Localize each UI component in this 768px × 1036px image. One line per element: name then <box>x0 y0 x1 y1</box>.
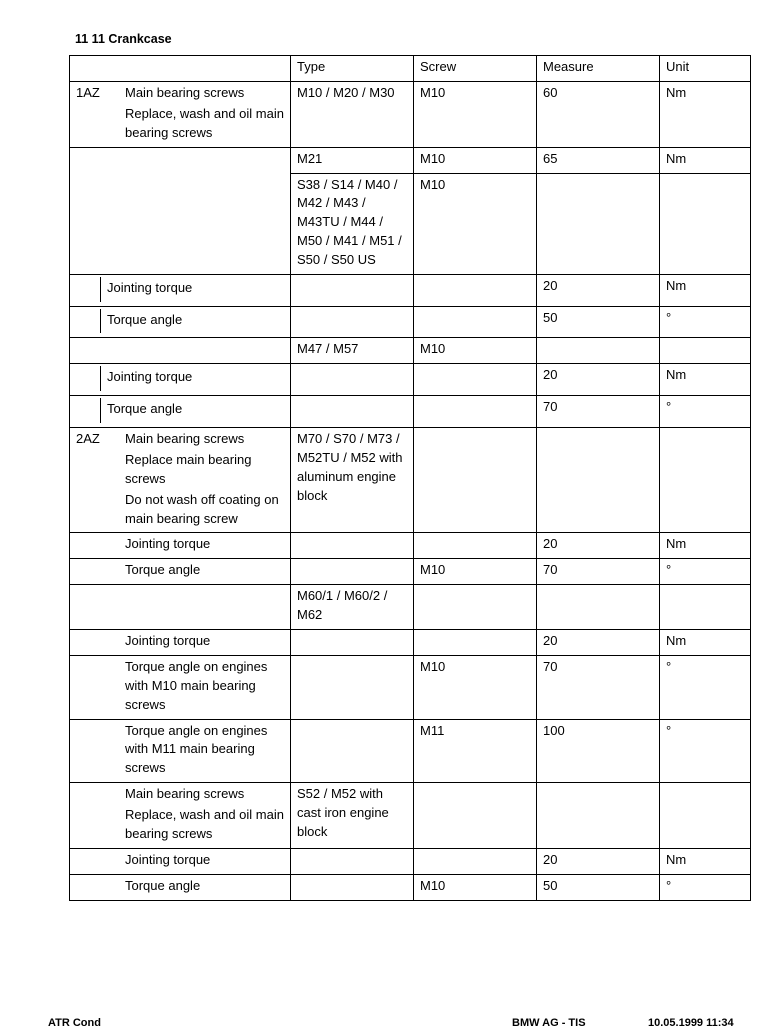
row-unit: ° <box>660 306 751 338</box>
row-unit: Nm <box>660 533 751 559</box>
footer-left: ATR Cond <box>48 1017 101 1029</box>
page-footer <box>0 1016 768 1036</box>
table-row <box>70 783 751 849</box>
row-screw <box>414 585 537 630</box>
row-desc <box>70 656 291 720</box>
row-measure: 70 <box>537 396 660 428</box>
row-desc <box>70 585 291 630</box>
row-type: M10 / M20 / M30 <box>291 82 414 148</box>
table-row <box>70 306 751 338</box>
desc-line: Main bearing screws <box>125 786 245 802</box>
row-type <box>291 848 414 874</box>
table-row <box>70 719 751 783</box>
row-type: M70 / S70 / M73 / M52TU / M52 with aluminum engine block <box>291 428 414 533</box>
desc-line: Torque angle on engines with M10 main bearing screws <box>125 659 268 712</box>
desc-line: Torque angle <box>125 562 201 578</box>
table-row <box>70 630 751 656</box>
table-row <box>70 338 751 364</box>
desc-line: Jointing torque <box>107 279 193 295</box>
table-row <box>70 585 751 630</box>
row-screw <box>414 630 537 656</box>
row-type <box>291 306 414 338</box>
row-measure: 60 <box>537 82 660 148</box>
row-unit: Nm <box>660 848 751 874</box>
row-unit: Nm <box>660 147 751 173</box>
desc-line: Replace, wash and oil main bearing screws <box>125 105 284 140</box>
row-unit: ° <box>660 719 751 783</box>
row-type: S38 / S14 / M40 / M42 / M43 / M43TU / M44 / M50 / M41 / M51 / S50 / S50 US <box>291 173 414 274</box>
row-screw: M10 <box>414 874 537 900</box>
header-measure: Measure <box>537 56 660 82</box>
row-type <box>291 559 414 585</box>
table-row <box>70 848 751 874</box>
row-type <box>291 396 414 428</box>
row-screw: M10 <box>414 559 537 585</box>
desc-line: Main bearing screws <box>125 85 245 100</box>
row-desc <box>70 274 291 306</box>
row-type <box>291 656 414 720</box>
row-measure: 50 <box>537 874 660 900</box>
row-desc <box>70 783 291 849</box>
row-measure: 20 <box>537 364 660 396</box>
row-type: M60/1 / M60/2 / M62 <box>291 585 414 630</box>
desc-line: Replace, wash and oil main bearing screws <box>125 806 284 841</box>
row-desc <box>70 719 291 783</box>
table-row <box>70 559 751 585</box>
row-measure: 20 <box>537 848 660 874</box>
table-header-row <box>70 56 751 82</box>
header-type: Type <box>291 56 414 82</box>
table-row <box>70 82 751 148</box>
row-type: M47 / M57 <box>291 338 414 364</box>
table-row <box>70 364 751 396</box>
row-measure: 20 <box>537 274 660 306</box>
row-unit <box>660 783 751 849</box>
row-measure: 20 <box>537 630 660 656</box>
row-measure <box>537 338 660 364</box>
row-desc <box>70 428 291 533</box>
row-measure: 20 <box>537 533 660 559</box>
row-unit <box>660 428 751 533</box>
row-unit: ° <box>660 396 751 428</box>
footer-right: 10.05.1999 11:34 <box>648 1017 734 1029</box>
row-screw: M10 <box>414 338 537 364</box>
row-screw: M10 <box>414 147 537 173</box>
spec-table <box>69 55 751 901</box>
desc-line: Jointing torque <box>125 633 211 649</box>
desc-line: Jointing torque <box>125 851 211 867</box>
row-code: 2AZ <box>76 431 100 447</box>
row-measure <box>537 428 660 533</box>
table-row <box>70 533 751 559</box>
row-type <box>291 719 414 783</box>
page-title: 11 11 Crankcase <box>75 32 172 46</box>
row-measure: 100 <box>537 719 660 783</box>
row-unit <box>660 585 751 630</box>
row-unit: Nm <box>660 630 751 656</box>
row-unit: Nm <box>660 274 751 306</box>
desc-line: Do not wash off coating on main bearing screw <box>125 491 279 526</box>
row-desc <box>70 147 291 274</box>
row-unit: ° <box>660 559 751 585</box>
desc-line: Replace main bearing screws <box>125 451 252 486</box>
header-unit: Unit <box>660 56 751 82</box>
row-measure <box>537 585 660 630</box>
row-desc <box>70 364 291 396</box>
row-desc <box>70 848 291 874</box>
row-measure: 50 <box>537 306 660 338</box>
row-screw <box>414 848 537 874</box>
row-screw: M11 <box>414 719 537 783</box>
row-measure <box>537 783 660 849</box>
desc-line: Torque angle <box>107 311 183 327</box>
row-screw <box>414 396 537 428</box>
row-screw: M10 <box>414 82 537 148</box>
row-unit: Nm <box>660 364 751 396</box>
table-row <box>70 656 751 720</box>
row-type: M21 <box>291 147 414 173</box>
row-screw <box>414 428 537 533</box>
header-screw: Screw <box>414 56 537 82</box>
footer-center: BMW AG - TIS <box>512 1017 586 1029</box>
table-row <box>70 428 751 533</box>
row-unit: Nm <box>660 82 751 148</box>
desc-line: Torque angle <box>107 401 183 417</box>
header-desc <box>70 56 291 82</box>
row-type <box>291 364 414 396</box>
row-measure: 70 <box>537 559 660 585</box>
desc-line: Jointing torque <box>107 369 193 385</box>
row-measure: 70 <box>537 656 660 720</box>
row-type <box>291 874 414 900</box>
row-screw <box>414 533 537 559</box>
row-desc <box>70 338 291 364</box>
row-desc <box>70 533 291 559</box>
row-type <box>291 274 414 306</box>
table-row <box>70 874 751 900</box>
desc-line: Main bearing screws <box>125 431 245 447</box>
row-desc <box>70 559 291 585</box>
row-screw: M10 <box>414 173 537 274</box>
row-type: S52 / M52 with cast iron engine block <box>291 783 414 849</box>
row-desc <box>70 630 291 656</box>
row-unit <box>660 338 751 364</box>
row-unit <box>660 173 751 274</box>
desc-line: Jointing torque <box>125 536 211 552</box>
row-measure: 65 <box>537 147 660 173</box>
row-desc <box>70 396 291 428</box>
row-screw <box>414 274 537 306</box>
desc-line: Torque angle on engines with M11 main bearing screws <box>125 722 268 776</box>
row-desc <box>70 82 291 148</box>
row-desc <box>70 306 291 338</box>
row-screw <box>414 783 537 849</box>
row-unit: ° <box>660 874 751 900</box>
desc-line: Torque angle <box>125 877 201 893</box>
table-row <box>70 396 751 428</box>
row-unit: ° <box>660 656 751 720</box>
row-type <box>291 630 414 656</box>
row-type <box>291 533 414 559</box>
row-measure <box>537 173 660 274</box>
row-screw: M10 <box>414 656 537 720</box>
row-desc <box>70 874 291 900</box>
table-row <box>70 274 751 306</box>
row-screw <box>414 364 537 396</box>
row-code: 1AZ <box>76 85 100 100</box>
row-screw <box>414 306 537 338</box>
table-row <box>70 147 751 173</box>
